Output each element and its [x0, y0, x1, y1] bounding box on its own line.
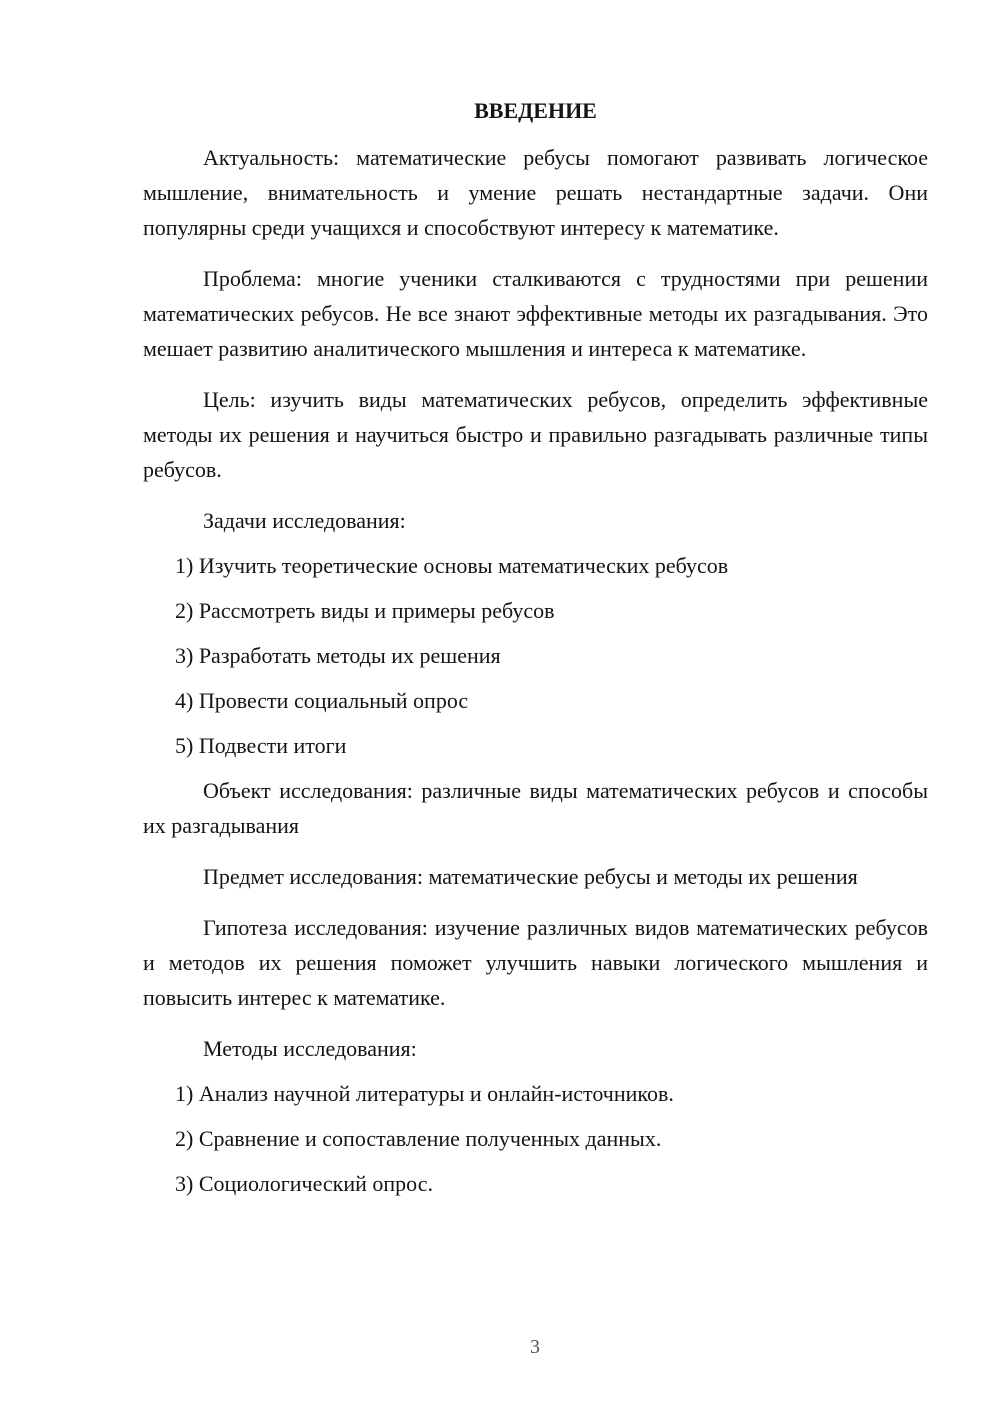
method-item: 1) Анализ научной литературы и онлайн-источников.: [175, 1081, 674, 1106]
document-page: [143, 95, 928, 1211]
actuality-paragraph: Актуальность: математические ребусы помогают развивать логическое мышление, внимательность и умение решать нестандартные задачи. Они популярны среди учащихся и способствуют интересу к математике.: [143, 145, 928, 240]
task-item: 2) Рассмотреть виды и примеры ребусов: [175, 598, 555, 623]
tasks-label: Задачи исследования:: [203, 508, 406, 533]
method-item: 2) Сравнение и сопоставление полученных данных.: [175, 1126, 662, 1151]
page-number: 3: [530, 1336, 540, 1358]
task-item: 3) Разработать методы их решения: [175, 643, 501, 668]
task-item: 5) Подвести итоги: [175, 733, 347, 758]
object-paragraph: Объект исследования: различные виды математических ребусов и способы их разгадывания: [143, 778, 928, 838]
method-item: 3) Социологический опрос.: [175, 1171, 433, 1196]
problem-paragraph: Проблема: многие ученики сталкиваются с трудностями при решении математических ребусов. Не все знают эффективные методы их разгадывания. Это мешает развитию аналитического мышления и интереса к математике.: [143, 266, 928, 361]
subject-paragraph: Предмет исследования: математические ребусы и методы их решения: [203, 864, 858, 889]
task-item: 1) Изучить теоретические основы математических ребусов: [175, 553, 729, 578]
hypothesis-paragraph: Гипотеза исследования: изучение различных видов математических ребусов и методов их решения поможет улучшить навыки логического мышления и повысить интерес к математике.: [143, 915, 928, 1010]
goal-paragraph: Цель: изучить виды математических ребусов, определить эффективные методы их решения и научиться быстро и правильно разгадывать различные типы ребусов.: [143, 387, 928, 482]
methods-label: Методы исследования:: [203, 1036, 417, 1061]
section-heading: ВВЕДЕНИЕ: [474, 98, 597, 123]
task-item: 4) Провести социальный опрос: [175, 688, 469, 713]
